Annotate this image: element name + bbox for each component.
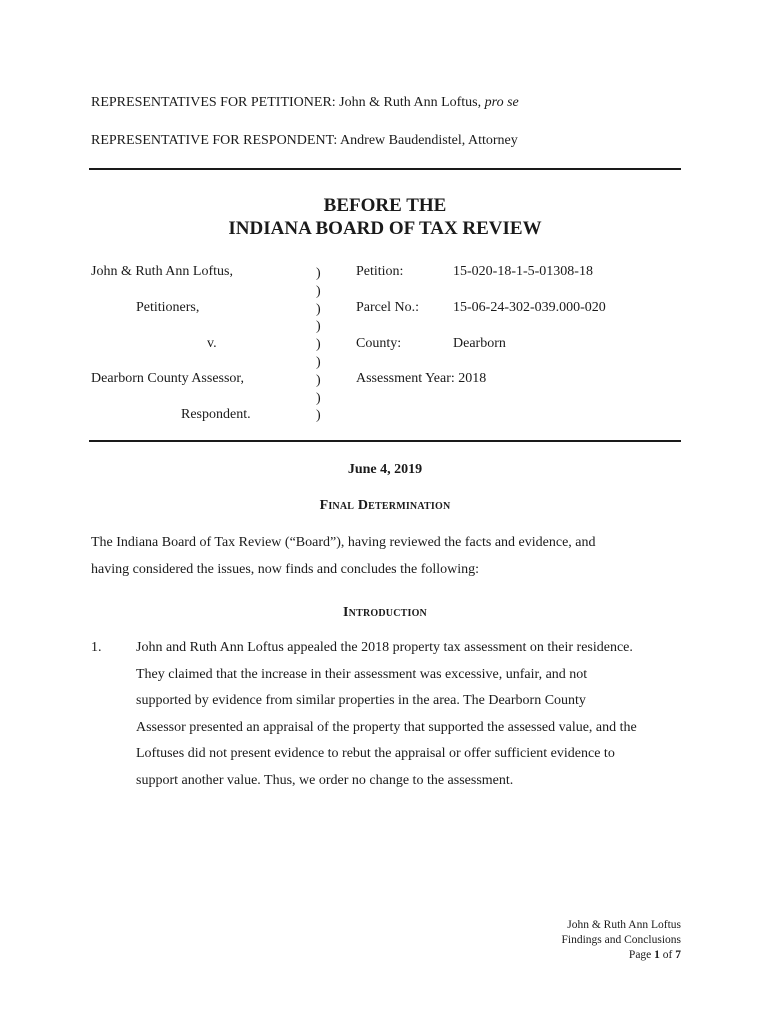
county-value: Dearborn [453, 336, 506, 351]
petitioner-rep-label: REPRESENTATIVES FOR PETITIONER: [91, 95, 336, 110]
determination-date: June 4, 2019 [347, 462, 423, 477]
caption-paren: ) [316, 319, 321, 335]
petitioner-representative-line [91, 96, 519, 110]
intro-paragraph [91, 530, 596, 583]
paragraph-line: They claimed that the increase in their assessment was excessive, unfair, and not [136, 666, 588, 682]
caption-paren: ) [316, 408, 321, 424]
paragraph-line: Loftuses did not present evidence to rebut the appraisal or offer sufficient evidence to [136, 746, 615, 761]
footer-page-total: 7 [675, 949, 681, 961]
footer-doc-type: Findings and Conclusions [561, 934, 681, 946]
respondent-rep-value: Andrew Baudendistel, Attorney [340, 133, 518, 148]
parcel-label: Parcel No.: [356, 300, 419, 315]
petition-number: 15-020-18-1-5-01308-18 [453, 264, 593, 279]
bottom-divider [89, 440, 681, 442]
paragraph-number: 1. [91, 640, 102, 655]
introduction-title: Introduction [343, 605, 427, 620]
caption-respondent-name: Dearborn County Assessor, [91, 371, 245, 386]
parcel-number: 15-06-24-302-039.000-020 [453, 300, 606, 315]
footer-page-indicator [562, 948, 681, 963]
top-divider [89, 168, 681, 170]
caption-paren: ) [316, 283, 321, 299]
heading-before-the: BEFORE THE [323, 195, 447, 216]
caption-versus: v. [207, 336, 217, 351]
footer-page-of: of [662, 949, 673, 961]
caption-paren: ) [316, 266, 321, 281]
respondent-rep-label: REPRESENTATIVE FOR RESPONDENT: [91, 133, 338, 148]
caption-paren: ) [316, 354, 321, 370]
paragraph-line: The Indiana Board of Tax Review (“Board”), having reviewed the facts and evidence, and [91, 535, 596, 550]
footer-page-number: 1 [654, 949, 660, 961]
petition-label: Petition: [356, 264, 404, 279]
respondent-representative-line [91, 134, 518, 148]
caption-paren: ) [316, 337, 321, 353]
assessment-year: Assessment Year: 2018 [356, 371, 487, 386]
paragraph-line: Assessor presented an appraisal of the property that supported the assessed value, and the [136, 719, 637, 735]
caption-paren: ) [316, 301, 321, 317]
page-footer [562, 918, 681, 963]
footer-case-name: John & Ruth Ann Loftus [567, 919, 681, 931]
caption-parens-column [316, 265, 326, 425]
caption-petitioner-name: John & Ruth Ann Loftus, [91, 264, 233, 279]
caption-respondent-label: Respondent. [181, 407, 251, 422]
paragraph-line: John and Ruth Ann Loftus appealed the 2018 property tax assessment on their residence. [136, 640, 633, 655]
heading-board-name: INDIANA BOARD OF TAX REVIEW [228, 218, 542, 239]
final-determination-title: Final Determination [319, 498, 451, 513]
caption-paren: ) [316, 390, 321, 406]
paragraph-line: supported by evidence from similar properties in the area. The Dearborn County [136, 693, 586, 708]
paragraph-line: support another value. Thus, we order no change to the assessment. [136, 772, 514, 788]
paragraph-line: having considered the issues, now finds and concludes the following: [91, 561, 480, 577]
petitioner-rep-suffix: pro se [484, 95, 519, 110]
paragraph-1 [136, 635, 637, 794]
footer-page-prefix: Page [628, 949, 652, 961]
petitioner-rep-value: John & Ruth Ann Loftus, [339, 95, 482, 110]
caption-paren: ) [316, 372, 321, 388]
county-label: County: [356, 336, 402, 351]
caption-petitioners-label: Petitioners, [136, 300, 200, 315]
